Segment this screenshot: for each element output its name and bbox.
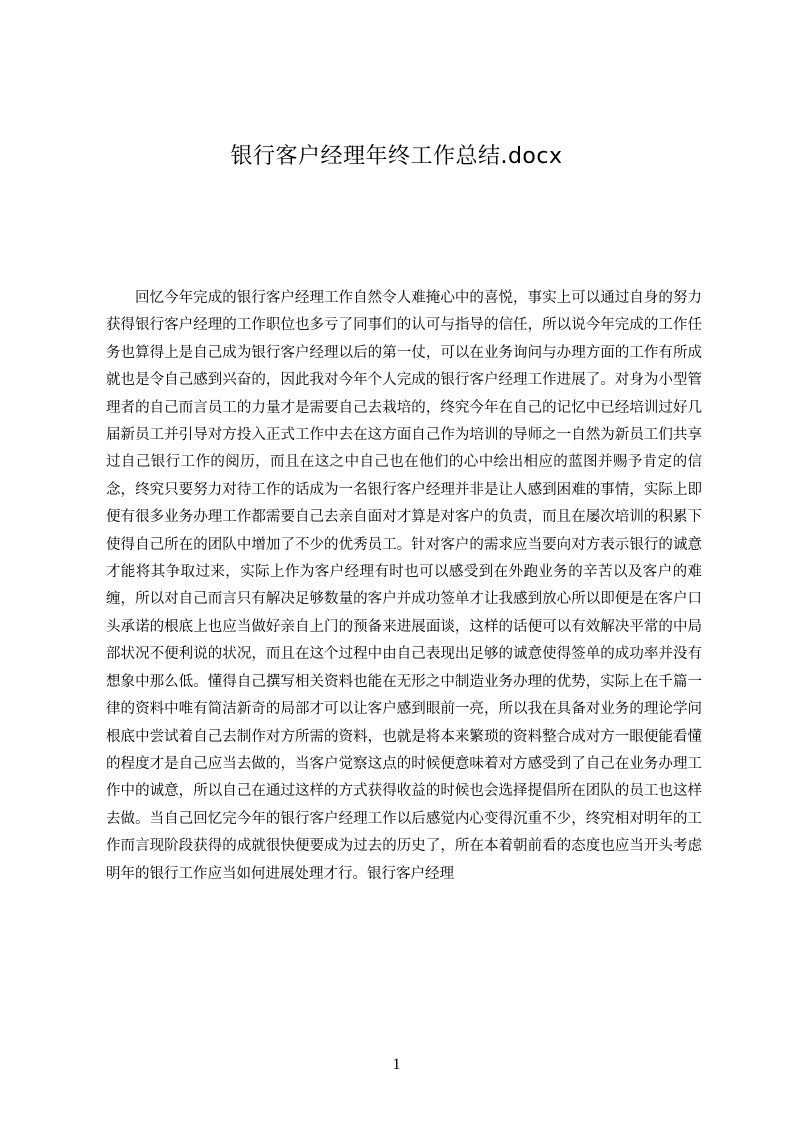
document-title: 银行客户经理年终工作总结.docx (230, 144, 563, 169)
body-paragraph: 回忆今年完成的银行客户经理工作自然令人难掩心中的喜悦，事实上可以通过自身的努力获得银行客户经理的工作职位也多亏了同事们的认可与指导的信任，所以说今年完成的工作任务也算得上是自己成为银行客户经理以后的第一仗，可以在业务询问与办理方面的工作有所成就也是令自己感到兴奋的，因此我对今年个人完成的银行客户经理工作进展了。对身为小型管理者的自己而言员工的力量才是需要自己去栽培的，终究今年在自己的记忆中已经培训过好几届新员工并引导对方投入正式工作中去在这方面自己作为培训的导师之一自然为新员工们共享过自己银行工作的阅历，而且在这之中自己也在他们的心中绘出相应的蓝图并赐予肯定的信念，终究只要努力对待工作的话成为一名银行客户经理并非是让人感到困难的事情，实际上即便有很多业务办理工作都需要自己去亲自面对才算是对客户的负责，而且在屡次培训的积累下使得自己所在的团队中增加了不少的优秀员工。针对客户的需求应当要向对方表示银行的诚意才能将其争取过来，实际上作为客户经理有时也可以感受到在外跑业务的辛苦以及客户的难缠，所以对自己而言只有解决足够数量的客户并成功签单才让我感到放心所以即便是在客户口头承诺的根底上也应当做好亲自上门的预备来进展面谈，这样的话便可以有效解决平常的中局部状况不便利说的状况，而且在这个过程中由自己表现出足够的诚意使得签单的成功率并没有想象中那么低。懂得自己撰写相关资料也能在无形之中制造业务办理的优势，实际上在千篇一律的资料中唯有简洁新奇的局部才可以让客户感到眼前一亮，所以我在具备对业务的理论学问根底中尝试着自己去制作对方所需的资料，也就是将本来繁琐的资料整合成对方一眼便能看懂的程度才是自己应当去做的，当客户觉察这点的时候便意味着对方感受到了自己在业务办理工作中的诚意，所以自己在通过这样的方式获得收益的时候也会选择提倡所在团队的员工也这样去做。当自己回忆完今年的银行客户经理工作以后感觉内心变得沉重不少，终究相对明年的工作而言现阶段获得的成就很快便要成为过去的历史了，所在本着朝前看的态度也应当开头考虑明年的银行工作应当如何进展处理才行。银行客户经理 (106, 290, 702, 882)
page-number: 1 (392, 1056, 401, 1073)
